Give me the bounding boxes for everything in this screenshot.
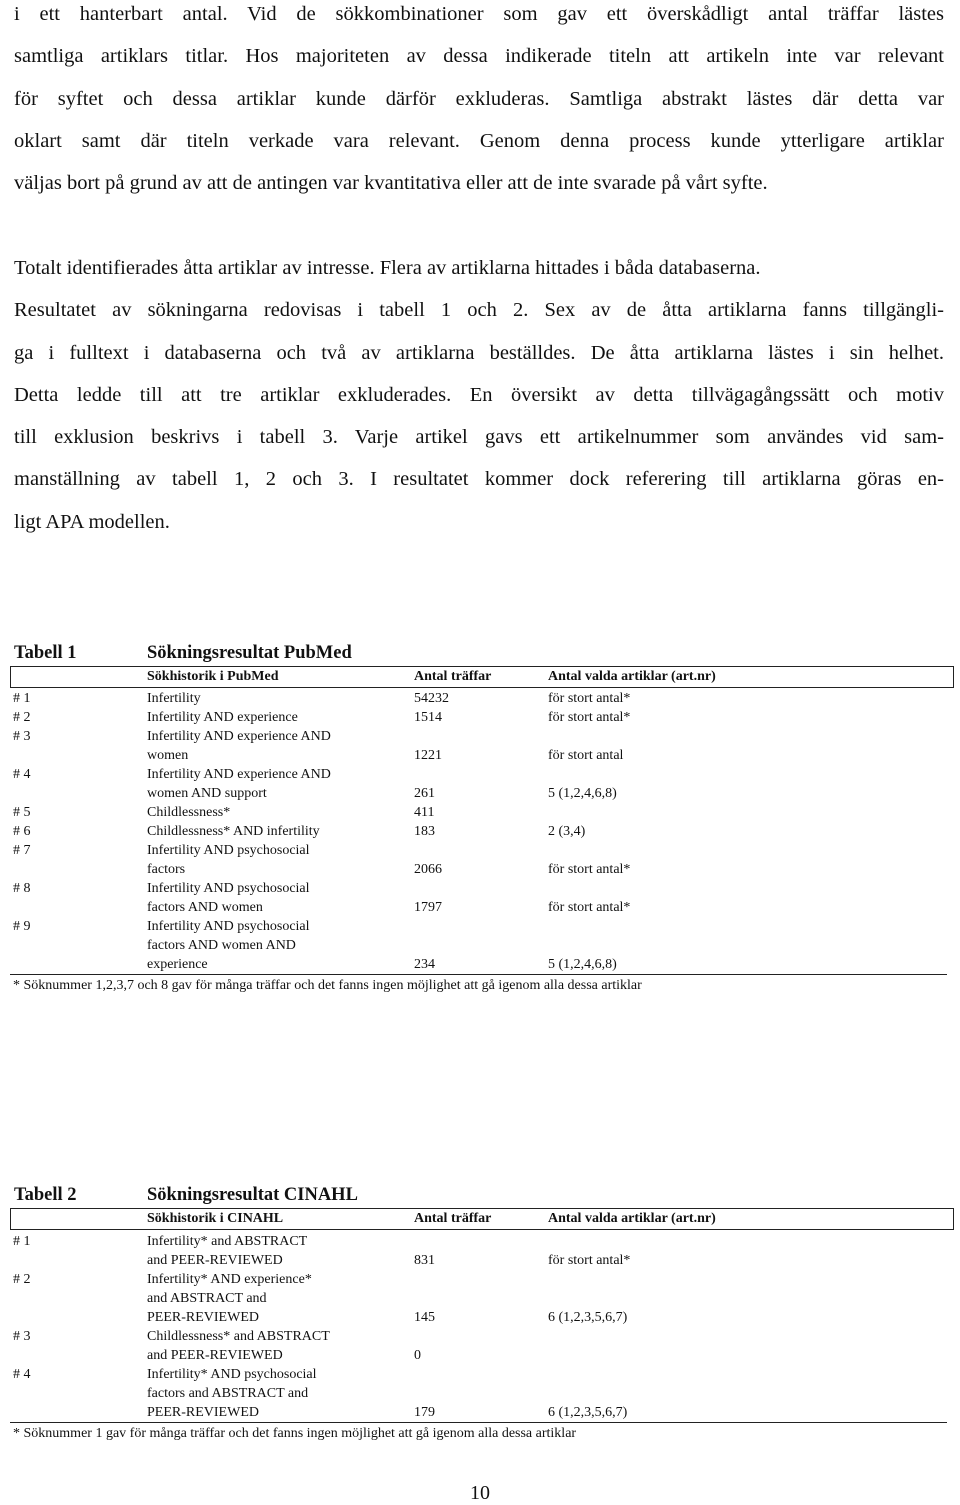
table-row-history: Infertility AND experience AND: [147, 729, 331, 744]
table-row-history: Infertility AND psychosocial: [147, 919, 310, 934]
table-row-hits: 411: [414, 805, 435, 820]
table-row-history: Infertility* AND experience*: [147, 1272, 312, 1287]
paragraph-line: i ett hanterbart antal. Vid de sökkombinationer som gav ett överskådligt antal träffar lästes: [14, 3, 944, 25]
table-row-history: factors AND women: [147, 900, 263, 915]
paragraph-line: manställning av tabell 1, 2 och 3. I resultatet kommer dock referering till artiklarna göras en-: [14, 468, 944, 491]
table-row-hits: 0: [414, 1348, 421, 1363]
table-1-header-selected: Antal valda artiklar (art.nr): [548, 669, 716, 684]
table-2-header-hits: Antal träffar: [414, 1211, 492, 1226]
table-row-history: Infertility AND experience: [147, 710, 298, 725]
paragraph-line: väljas bort på grund av att de antingen var kvantitativa eller att de inte svarade på vårt syfte.: [14, 172, 768, 195]
paragraph-line: Totalt identifierades åtta artiklar av intresse. Flera av artiklarna hittades i båda databaserna.: [14, 257, 761, 279]
table-2-footnote: * Söknummer 1 gav för många träffar och det fanns ingen möjlighet att gå igenom alla dessa artiklar: [13, 1426, 577, 1441]
table-row-number: # 6: [13, 824, 31, 839]
table-row-hits: 2066: [414, 862, 442, 877]
table-row-history: Infertility* and ABSTRACT: [147, 1234, 308, 1249]
table-row-history: Infertility* AND psychosocial: [147, 1367, 317, 1382]
table-row-history: and ABSTRACT and: [147, 1291, 267, 1306]
table-row-hits: 1221: [414, 748, 442, 763]
table-row-hits: 234: [414, 957, 435, 972]
table-row-history: Childlessness* AND infertility: [147, 824, 320, 839]
paragraph-1: [14, 0, 944, 204]
table-row-history: PEER-REVIEWED: [147, 1310, 259, 1325]
table-row-selected: 2 (3,4): [548, 824, 586, 839]
table-row-history: Infertility AND psychosocial: [147, 843, 310, 858]
table-row-history: and PEER-REVIEWED: [147, 1253, 283, 1268]
table-row-hits: 183: [414, 824, 435, 839]
table-row-selected: 5 (1,2,4,6,8): [548, 786, 617, 801]
table-row-selected: för stort antal*: [548, 1253, 631, 1268]
table-1-label: Tabell 1: [14, 643, 77, 663]
paragraph-line: Detta ledde till att tre artiklar exkluderades. En översikt av detta tillvägagångssätt och motiv: [14, 383, 944, 406]
table-row-number: # 9: [13, 919, 31, 934]
table-2-title: Sökningsresultat CINAHL: [147, 1185, 358, 1205]
table-row-number: # 3: [13, 1329, 31, 1344]
table-row-hits: 179: [414, 1405, 435, 1420]
table-row-selected: 6 (1,2,3,5,6,7): [548, 1405, 628, 1420]
table-row-history: Childlessness* and ABSTRACT: [147, 1329, 330, 1344]
table-row-history: women AND support: [147, 786, 267, 801]
table-row-hits: 54232: [414, 691, 449, 706]
table-row-number: # 8: [13, 881, 31, 896]
table-row-history: Infertility AND experience AND: [147, 767, 331, 782]
table-row-history: women: [147, 748, 189, 763]
table-row-selected: för stort antal*: [548, 710, 631, 725]
table-row-number: # 2: [13, 710, 31, 725]
table-row-history: factors: [147, 862, 186, 877]
table-row-number: # 7: [13, 843, 31, 858]
table-row-number: # 1: [13, 1234, 31, 1249]
table-2-label: Tabell 2: [14, 1185, 77, 1205]
table-row-selected: för stort antal: [548, 748, 624, 763]
table-row-number: # 5: [13, 805, 31, 820]
paragraph-line: samtliga artiklars titlar. Hos majoriteten av dessa indikerade titeln att artikeln inte var relevant: [14, 45, 944, 68]
table-row-selected: för stort antal*: [548, 900, 631, 915]
table-1-footnote: * Söknummer 1,2,3,7 och 8 gav för många träffar och det fanns ingen möjlighet att gå igenom alla dessa artiklar: [13, 978, 642, 993]
table-row-history: factors AND women AND: [147, 938, 296, 953]
table-1-header-hits: Antal träffar: [414, 669, 492, 684]
table-1-header-history: Sökhistorik i PubMed: [147, 669, 279, 684]
paragraph-line: oklart samt där titeln verkade vara relevant. Genom denna process kunde ytterligare artiklar: [14, 129, 944, 152]
table-row-number: # 4: [13, 1367, 31, 1382]
paragraph-line: ligt APA modellen.: [14, 510, 170, 533]
table-row-history: Infertility AND psychosocial: [147, 881, 310, 896]
table-row-history: and PEER-REVIEWED: [147, 1348, 283, 1363]
table-row-history: factors and ABSTRACT and: [147, 1386, 309, 1401]
paragraph-line: ga i fulltext i databaserna och två av artiklarna beställdes. De åtta artiklarna lästes i sin helhet.: [14, 341, 944, 364]
table-row-selected: 6 (1,2,3,5,6,7): [548, 1310, 628, 1325]
table-2-bottom-rule: [10, 1422, 947, 1423]
paragraph-2: [14, 247, 944, 543]
table-row-hits: 1514: [414, 710, 442, 725]
table-row-number: # 4: [13, 767, 31, 782]
table-2-header-history: Sökhistorik i CINAHL: [147, 1211, 284, 1226]
page-number: 10: [470, 1482, 490, 1504]
table-row-number: # 1: [13, 691, 31, 706]
paragraph-line: Resultatet av sökningarna redovisas i tabell 1 och 2. Sex av de åtta artiklarna fanns tillgängli-: [14, 299, 944, 322]
paragraph-line: till exklusion beskrivs i tabell 3. Varje artikel gavs ett artikelnummer som användes vid sam-: [14, 426, 944, 449]
table-row-history: Infertility: [147, 691, 201, 706]
table-row-number: # 2: [13, 1272, 31, 1287]
table-row-history: PEER-REVIEWED: [147, 1405, 259, 1420]
table-row-number: # 3: [13, 729, 31, 744]
table-row-selected: 5 (1,2,4,6,8): [548, 957, 617, 972]
paragraph-line: för syftet och dessa artiklar kunde därför exkluderas. Samtliga abstrakt lästes där detta var: [14, 87, 944, 110]
table-1-title: Sökningsresultat PubMed: [147, 643, 352, 663]
table-row-hits: 261: [414, 786, 435, 801]
table-row-hits: 831: [414, 1253, 435, 1268]
table-row-selected: för stort antal*: [548, 691, 631, 706]
table-row-history: Childlessness*: [147, 805, 231, 820]
table-row-hits: 1797: [414, 900, 442, 915]
table-row-hits: 145: [414, 1310, 435, 1325]
table-2-header-selected: Antal valda artiklar (art.nr): [548, 1211, 716, 1226]
table-row-selected: för stort antal*: [548, 862, 631, 877]
table-1-bottom-rule: [10, 974, 947, 975]
table-row-history: experience: [147, 957, 208, 972]
